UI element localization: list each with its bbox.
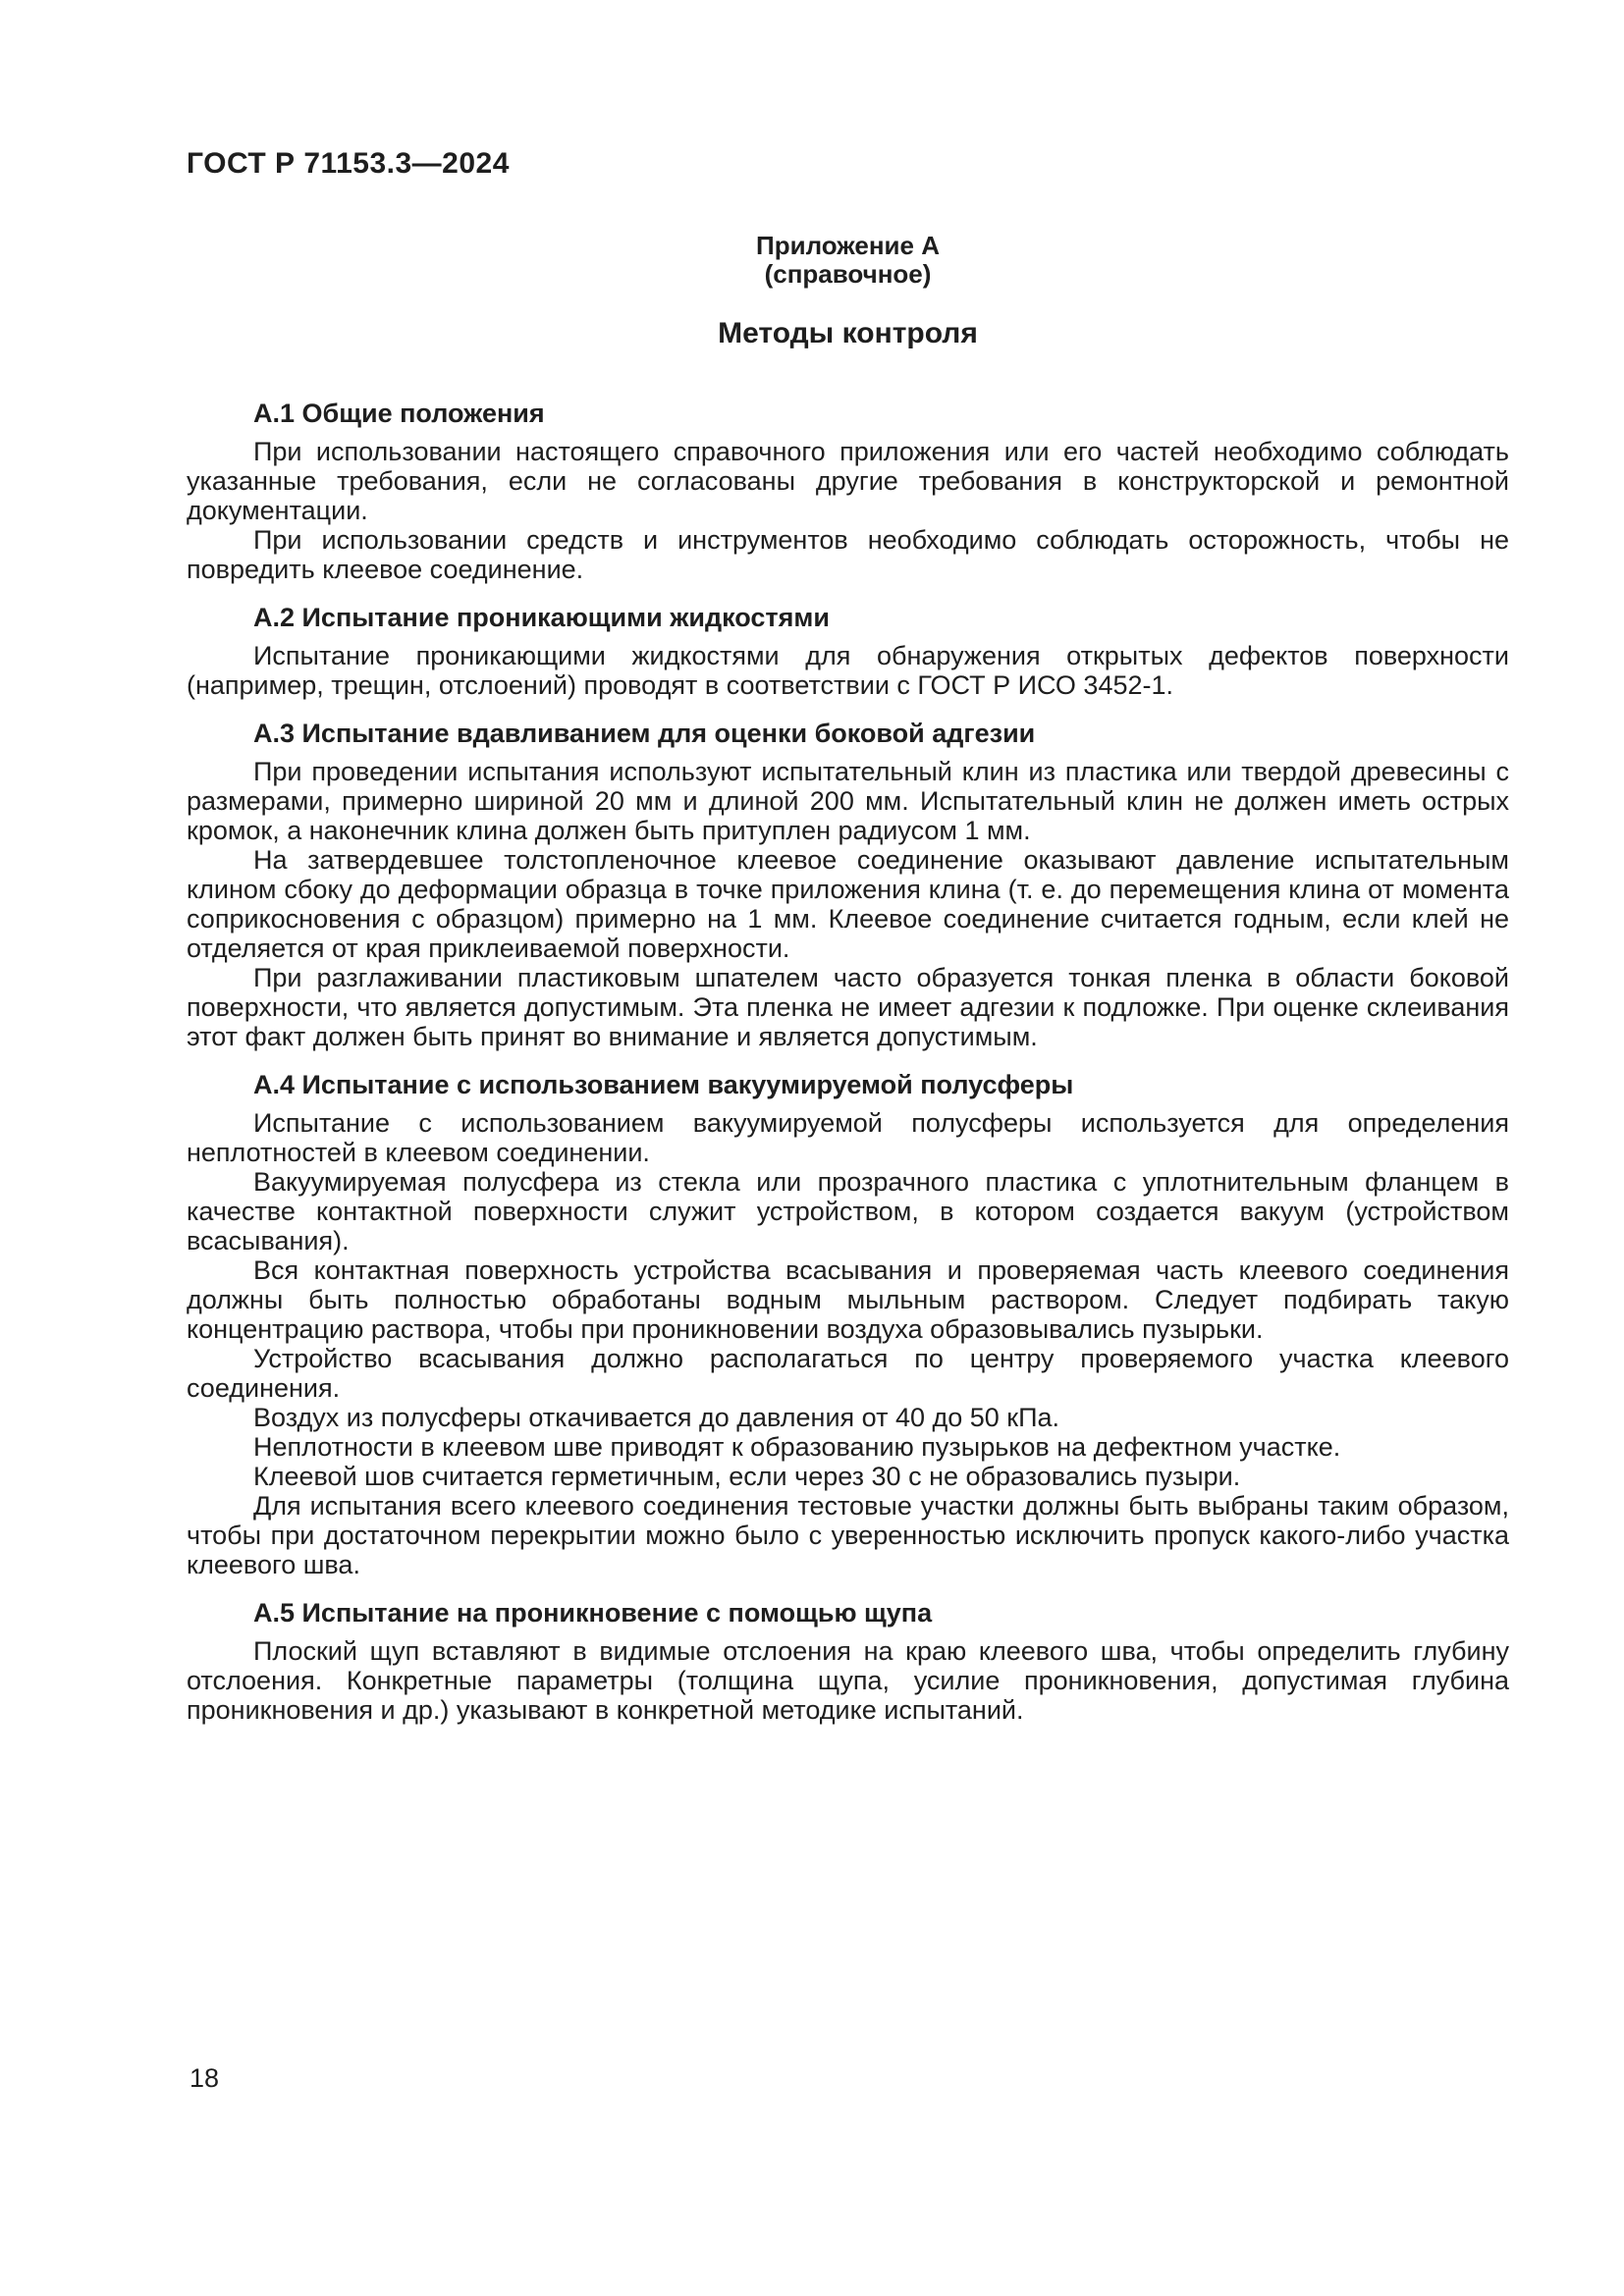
section-heading: А.5 Испытание на проникновение с помощью щупа bbox=[253, 1598, 933, 1628]
appendix-heading-block bbox=[187, 232, 1509, 289]
paragraph: Испытание проникающими жидкостями для обнаружения открытых дефектов поверхности (например, трещин, отслоений) проводят в соответствии с ГОСТ Р ИСО 3452-1. bbox=[187, 641, 1509, 700]
paragraph: При использовании средств и инструментов необходимо соблюдать осторожность, чтобы не повредить клеевое соединение. bbox=[187, 525, 1509, 584]
page-number: 18 bbox=[189, 2063, 220, 2093]
section-heading: А.1 Общие положения bbox=[253, 399, 545, 428]
section-heading: А.3 Испытание вдавливанием для оценки боковой адгезии bbox=[253, 719, 1036, 748]
paragraph: На затвердевшее толстопленочное клеевое соединение оказывают давление испытательным клином сбоку до деформации образца в точке приложения клина (т. е. до перемещения клина от момента соприкосновения с образцом) примерно на 1 мм. Клеевое соединение считается годным, если клей не отделяется от края приклеиваемой поверхности. bbox=[187, 845, 1509, 963]
paragraph: Вакуумируемая полусфера из стекла или прозрачного пластика с уплотнительным фланцем в качестве контактной поверхности служит устройством, в котором создается вакуум (устройством всасывания). bbox=[187, 1167, 1509, 1255]
section-heading: А.2 Испытание проникающими жидкостями bbox=[253, 603, 830, 632]
paragraph: При разглаживании пластиковым шпателем часто образуется тонкая пленка в области боковой поверхности, что является допустимым. Эта пленка не имеет адгезии к подложке. При оценке склеивания этот факт должен быть принят во внимание и является допустимым. bbox=[187, 963, 1509, 1051]
document-header: ГОСТ Р 71153.3—2024 bbox=[187, 147, 510, 180]
paragraph: Плоский щуп вставляют в видимые отслоения на краю клеевого шва, чтобы определить глубину отслоения. Конкретные параметры (толщина щупа, усилие проникновения, допустимая глубина проникновения и др.) указывают в конкретной методике испытаний. bbox=[187, 1636, 1509, 1725]
paragraph: Устройство всасывания должно располагаться по центру проверяемого участка клеевого соединения. bbox=[187, 1344, 1509, 1403]
paragraph: Неплотности в клеевом шве приводят к образованию пузырьков на дефектном участке. bbox=[253, 1432, 1341, 1462]
paragraph: При использовании настоящего справочного приложения или его частей необходимо соблюдать указанные требования, если не согласованы другие требования в конструкторской и ремонтной документации. bbox=[187, 437, 1509, 525]
appendix-title: Методы контроля bbox=[718, 317, 978, 349]
paragraph: Для испытания всего клеевого соединения тестовые участки должны быть выбраны таким образом, чтобы при достаточном перекрытии можно было с уверенностью исключить пропуск какого-либо участка клеевого шва. bbox=[187, 1491, 1509, 1579]
section-heading: А.4 Испытание с использованием вакуумируемой полусферы bbox=[253, 1070, 1074, 1099]
appendix-reference-type: (справочное) bbox=[764, 259, 932, 289]
appendix-designation: Приложение А bbox=[756, 231, 940, 260]
paragraph: Испытание с использованием вакуумируемой полусферы используется для определения неплотностей в клеевом соединении. bbox=[187, 1108, 1509, 1167]
document-body bbox=[187, 399, 1509, 1725]
paragraph: При проведении испытания используют испытательный клин из пластика или твердой древесины с размерами, примерно шириной 20 мм и длиной 200 мм. Испытательный клин не должен иметь острых кромок, а наконечник клина должен быть притуплен радиусом 1 мм. bbox=[187, 757, 1509, 845]
paragraph: Воздух из полусферы откачивается до давления от 40 до 50 кПа. bbox=[253, 1403, 1060, 1432]
paragraph: Вся контактная поверхность устройства всасывания и проверяемая часть клеевого соединения должны быть полностью обработаны водным мыльным раствором. Следует подбирать такую концентрацию раствора, чтобы при проникновении воздуха образовывались пузырьки. bbox=[187, 1255, 1509, 1344]
paragraph: Клеевой шов считается герметичным, если через 30 с не образовались пузыри. bbox=[253, 1462, 1241, 1491]
